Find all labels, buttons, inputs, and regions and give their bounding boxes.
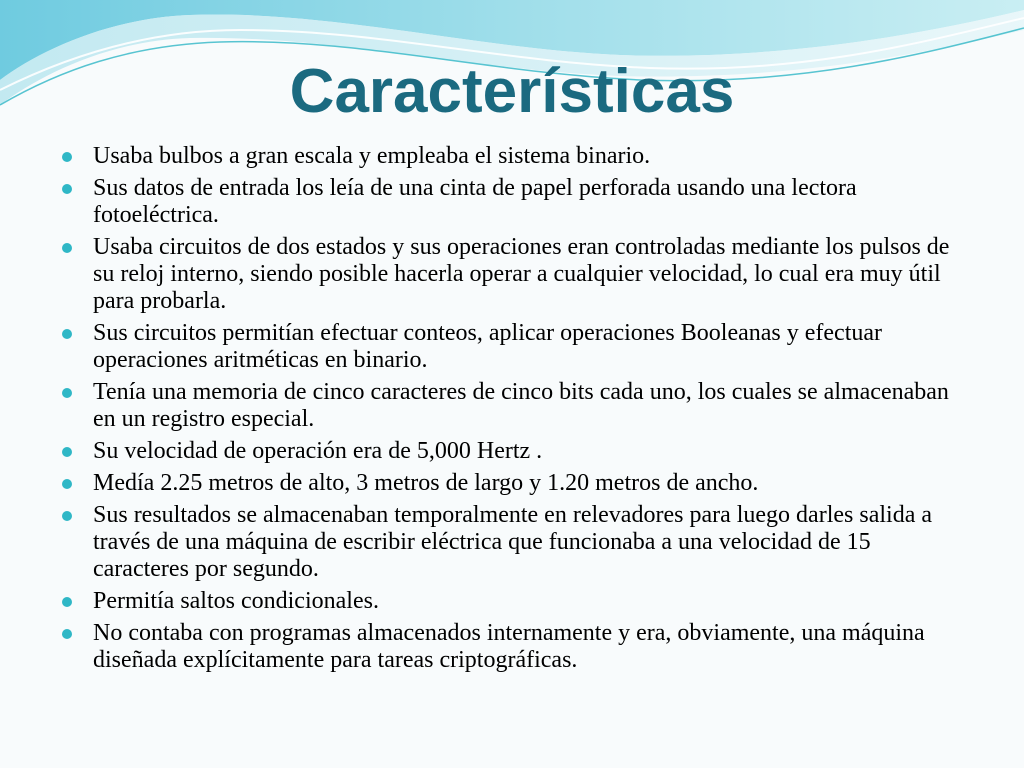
bullet-text: Permitía saltos condicionales. bbox=[93, 588, 379, 614]
bullet-dot-icon bbox=[62, 152, 72, 162]
list-item bbox=[62, 588, 967, 615]
bullet-text: Sus circuitos permitían efectuar conteos, aplicar operaciones Booleanas y efectuar operaciones aritméticas en binario. bbox=[93, 320, 882, 373]
bullet-dot-icon bbox=[62, 479, 72, 489]
bullet-dot-icon bbox=[62, 243, 72, 253]
bullet-dot-icon bbox=[62, 447, 72, 457]
list-item bbox=[62, 234, 967, 315]
bullet-dot-icon bbox=[62, 184, 72, 194]
bullet-dot-icon bbox=[62, 388, 72, 398]
bullet-text: No contaba con programas almacenados internamente y era, obviamente, una máquina diseñada explícitamente para tareas criptográficas. bbox=[93, 620, 925, 673]
bullet-text: Sus datos de entrada los leía de una cinta de papel perforada usando una lectora fotoeléctrica. bbox=[93, 175, 857, 228]
bullet-text: Medía 2.25 metros de alto, 3 metros de largo y 1.20 metros de ancho. bbox=[93, 470, 759, 496]
bullet-dot-icon bbox=[62, 511, 72, 521]
list-item bbox=[62, 320, 967, 374]
bullet-text: Tenía una memoria de cinco caracteres de cinco bits cada uno, los cuales se almacenaban en un registro especial. bbox=[93, 379, 949, 432]
list-item bbox=[62, 620, 967, 674]
list-item bbox=[62, 502, 967, 583]
list-item bbox=[62, 143, 967, 170]
bullet-list bbox=[62, 143, 967, 679]
bullet-dot-icon bbox=[62, 597, 72, 607]
list-item bbox=[62, 175, 967, 229]
bullet-dot-icon bbox=[62, 329, 72, 339]
bullet-dot-icon bbox=[62, 629, 72, 639]
bullet-text: Sus resultados se almacenaban temporalmente en relevadores para luego darles salida a través de una máquina de escribir eléctrica que funcionaba a una velocidad de 15 caracteres por segundo. bbox=[93, 502, 932, 582]
bullet-text: Su velocidad de operación era de 5,000 Hertz . bbox=[93, 438, 543, 464]
list-item bbox=[62, 438, 967, 465]
bullet-text: Usaba bulbos a gran escala y empleaba el sistema binario. bbox=[93, 143, 651, 169]
bullet-text: Usaba circuitos de dos estados y sus operaciones eran controladas mediante los pulsos de su reloj interno, siendo posible hacerla operar a cualquier velocidad, lo cual era muy útil para probarla. bbox=[93, 234, 950, 314]
slide-title: Características bbox=[289, 57, 735, 126]
list-item bbox=[62, 379, 967, 433]
list-item bbox=[62, 470, 967, 497]
